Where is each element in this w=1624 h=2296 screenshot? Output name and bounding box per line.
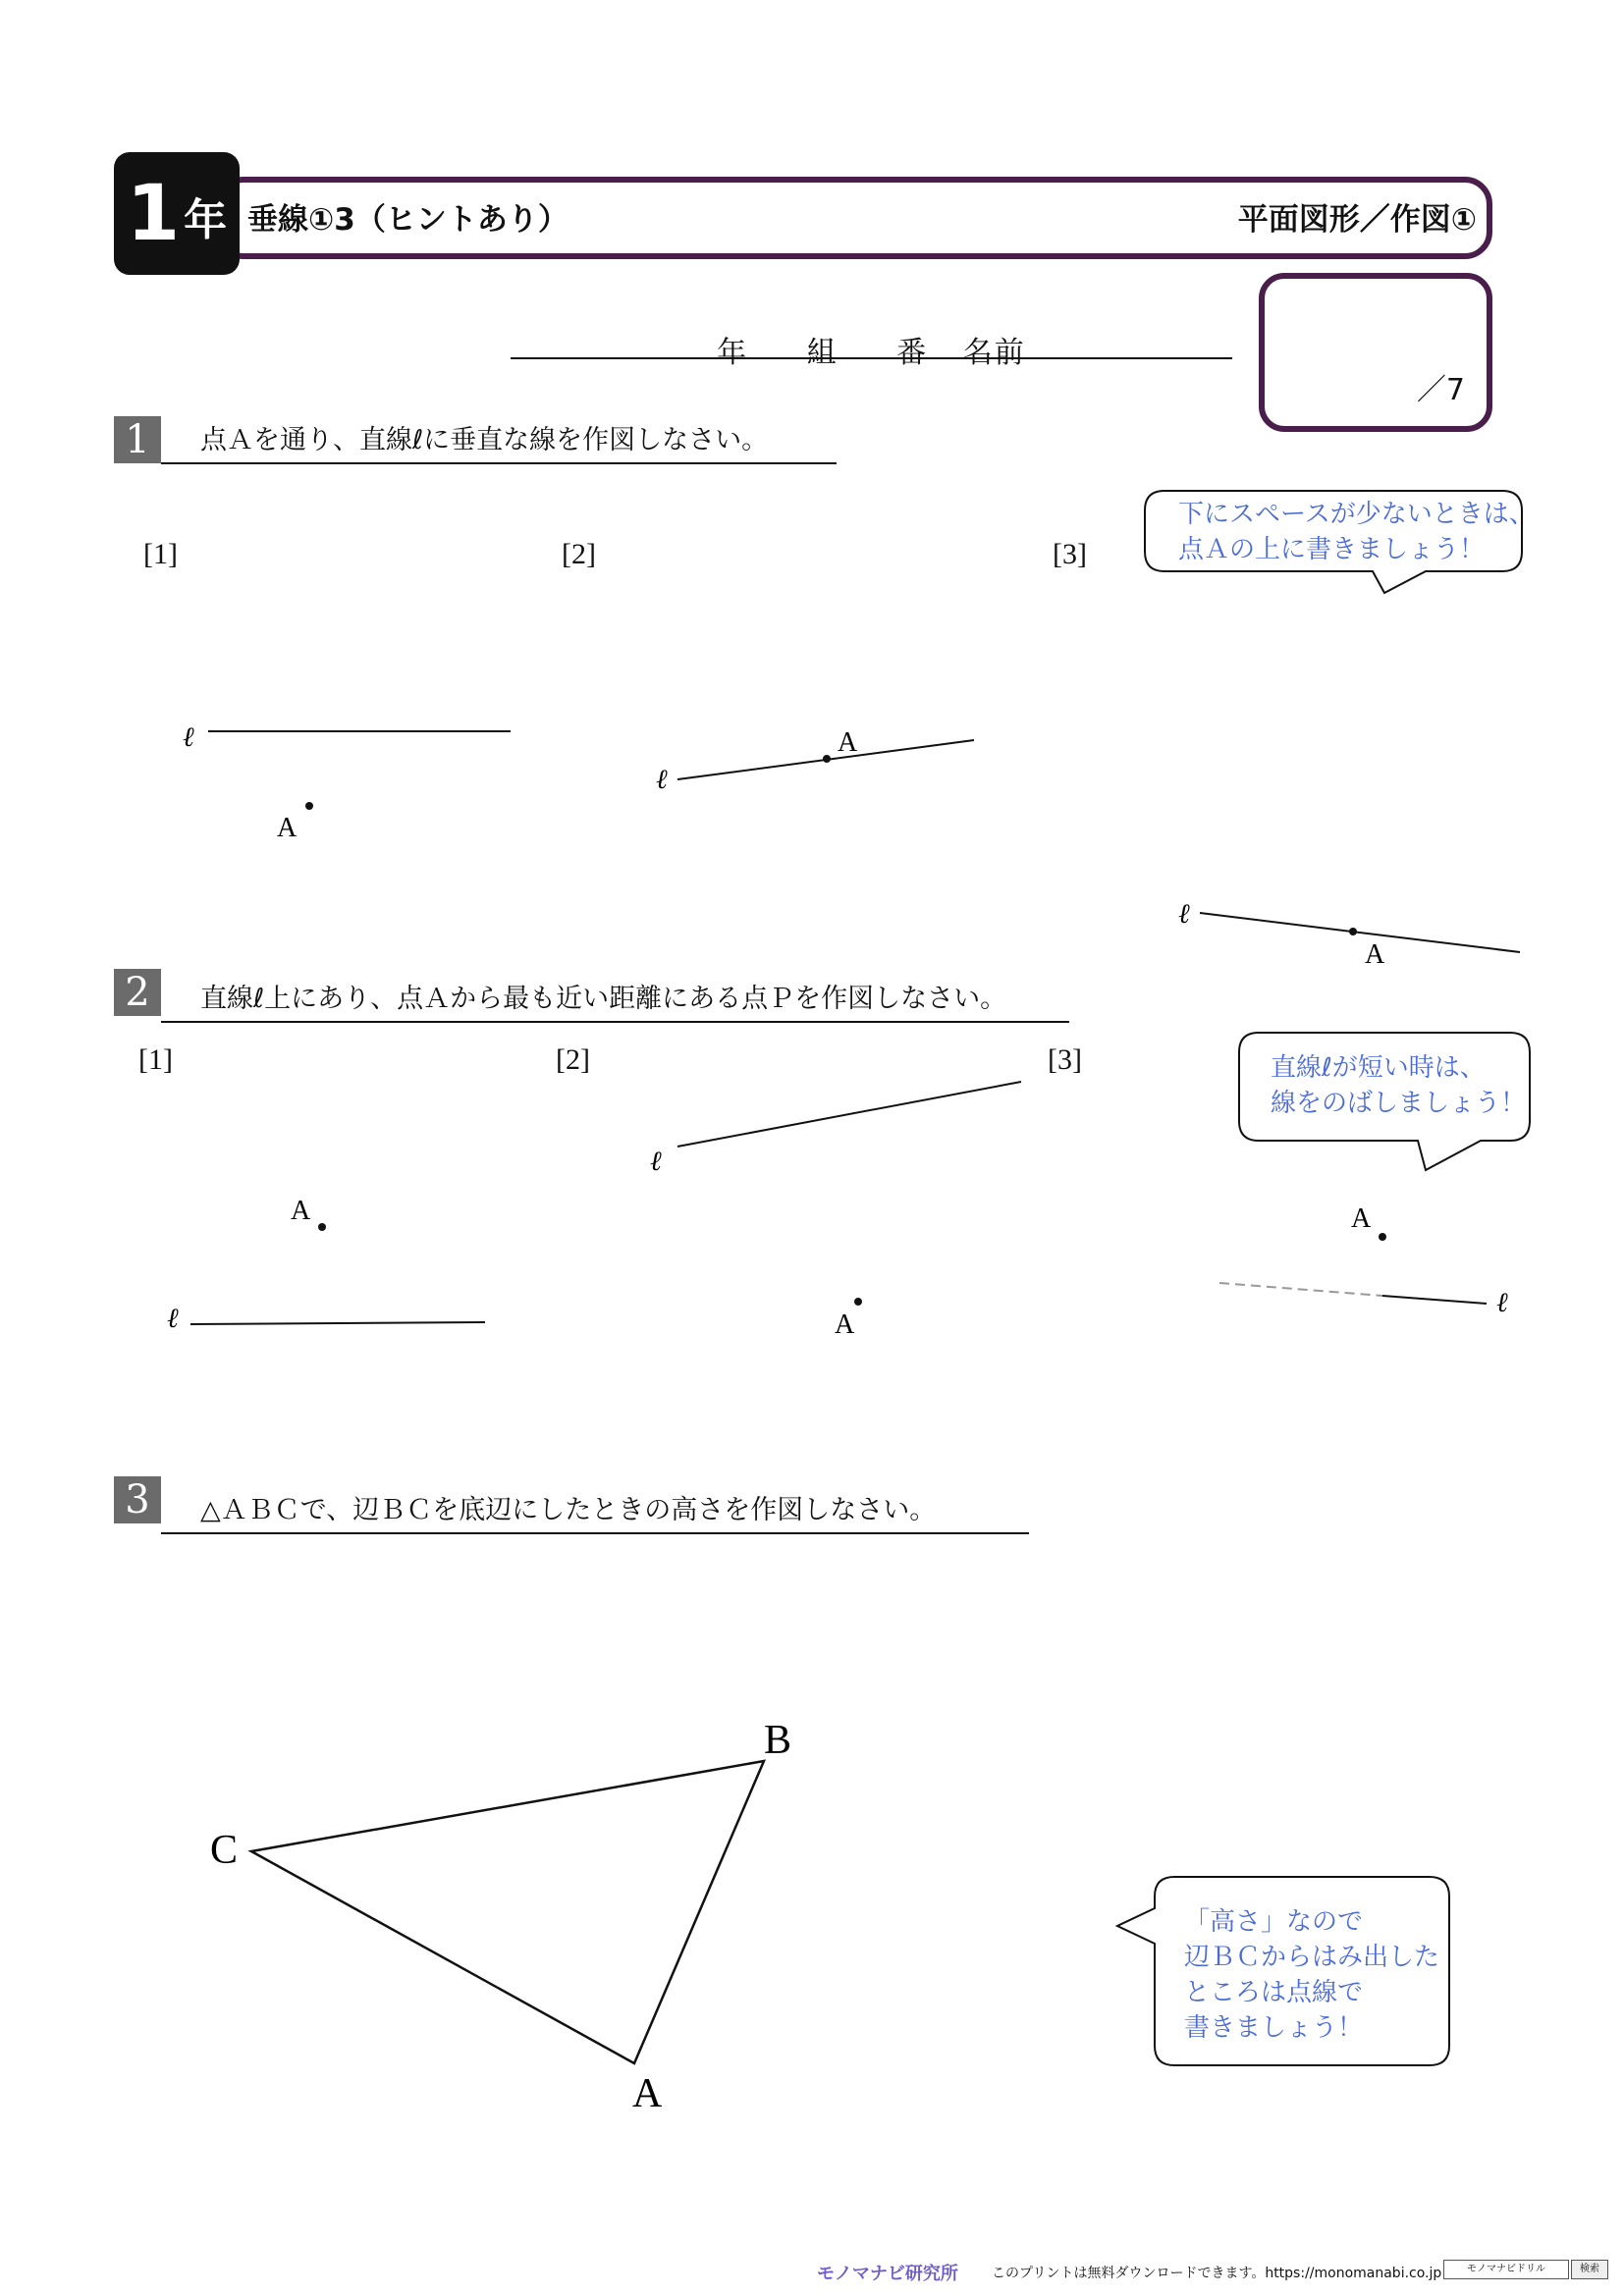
s2-p2-line [677, 1082, 1021, 1147]
s2-p1-point-a [318, 1223, 326, 1231]
label-kumi: 組 [806, 336, 839, 370]
s2-p2-line-label: ℓ [650, 1147, 662, 1177]
s2-label-1: [1] [138, 1043, 173, 1076]
label-ban: 番 [896, 336, 929, 370]
s1-p2-line-label: ℓ [656, 765, 668, 795]
footer-brand: モノマナビ研究所 [817, 2264, 958, 2284]
footer-notice[interactable]: このプリントは無料ダウンロードできます。https://monomanabi.co.jp [992, 2266, 1442, 2281]
hint-text-1: 下にスペースが少ないときは、 点Ａの上に書きましょう！ [1178, 500, 1535, 564]
s2-p3-point-label: A [1351, 1203, 1372, 1234]
s2-p1-line-label: ℓ [167, 1304, 179, 1334]
s1-p2-point-label: A [838, 727, 858, 758]
label-nen: 年 [717, 336, 749, 370]
s1-p1-line-label: ℓ [183, 722, 194, 753]
section-2-instruction: 直線ℓ上にあり、点Ａから最も近い距離にある点Ｐを作図しなさい。 [161, 977, 1069, 1023]
s2-label-2: [2] [556, 1043, 590, 1076]
hint-text-3: 「高さ」なので 辺ＢＣからはみ出した ところは点線で 書きましょう！ [1184, 1907, 1440, 2043]
s1-p2-point-a [823, 755, 831, 763]
s2-p1-line [190, 1322, 485, 1324]
section-1-instruction: 点Ａを通り、直線ℓに垂直な線を作図しなさい。 [161, 418, 837, 464]
s2-p1-point-label: A [291, 1196, 311, 1226]
s2-label-3: [3] [1048, 1043, 1082, 1076]
vertex-a-label: A [632, 2071, 663, 2116]
score-total: ／7 [1416, 373, 1465, 407]
s1-p3-point-label: A [1365, 939, 1385, 970]
section-3-number: 3 [114, 1476, 161, 1523]
s2-p3-line [1382, 1296, 1487, 1304]
vertex-b-label: B [764, 1718, 792, 1763]
worksheet-category: 平面図形／作図① [1237, 202, 1477, 238]
footer-search-box[interactable]: モノマナビドリル [1443, 2260, 1569, 2279]
s2-p3-point-a [1379, 1233, 1386, 1241]
s2-p3-line-label: ℓ [1496, 1288, 1508, 1318]
label-namae: 名前 [962, 336, 1026, 370]
s1-label-1: [1] [143, 538, 178, 570]
vertex-c-label: C [210, 1828, 239, 1873]
s1-p3-line [1200, 913, 1520, 952]
grade-badge [114, 152, 240, 275]
s1-p3-point-a [1349, 928, 1357, 935]
s1-p1-point-label: A [277, 813, 298, 843]
s1-label-2: [2] [562, 538, 596, 570]
section-3-instruction: △ＡＢＣで、辺ＢＣを底辺にしたときの高さを作図しなさい。 [161, 1488, 1029, 1534]
grade-unit: 年 [184, 194, 228, 245]
section-1-number: 1 [114, 416, 161, 463]
footer-search-button[interactable]: 検索 [1571, 2260, 1608, 2279]
s1-p3-line-label: ℓ [1178, 899, 1190, 930]
triangle-abc [251, 1761, 764, 2063]
s2-p3-dotted-extension [1219, 1283, 1382, 1296]
s1-label-3: [3] [1053, 538, 1087, 570]
s2-p2-point-label: A [835, 1309, 855, 1340]
grade-number: 1 [126, 169, 181, 258]
hint-text-2: 直線ℓが短い時は、 線をのばしましょう！ [1271, 1053, 1527, 1118]
worksheet-title: 垂線①3（ヒントあり） [247, 202, 568, 238]
s2-p2-point-a [854, 1298, 862, 1306]
s1-p1-point-a [305, 802, 313, 810]
section-2-number: 2 [114, 969, 161, 1016]
